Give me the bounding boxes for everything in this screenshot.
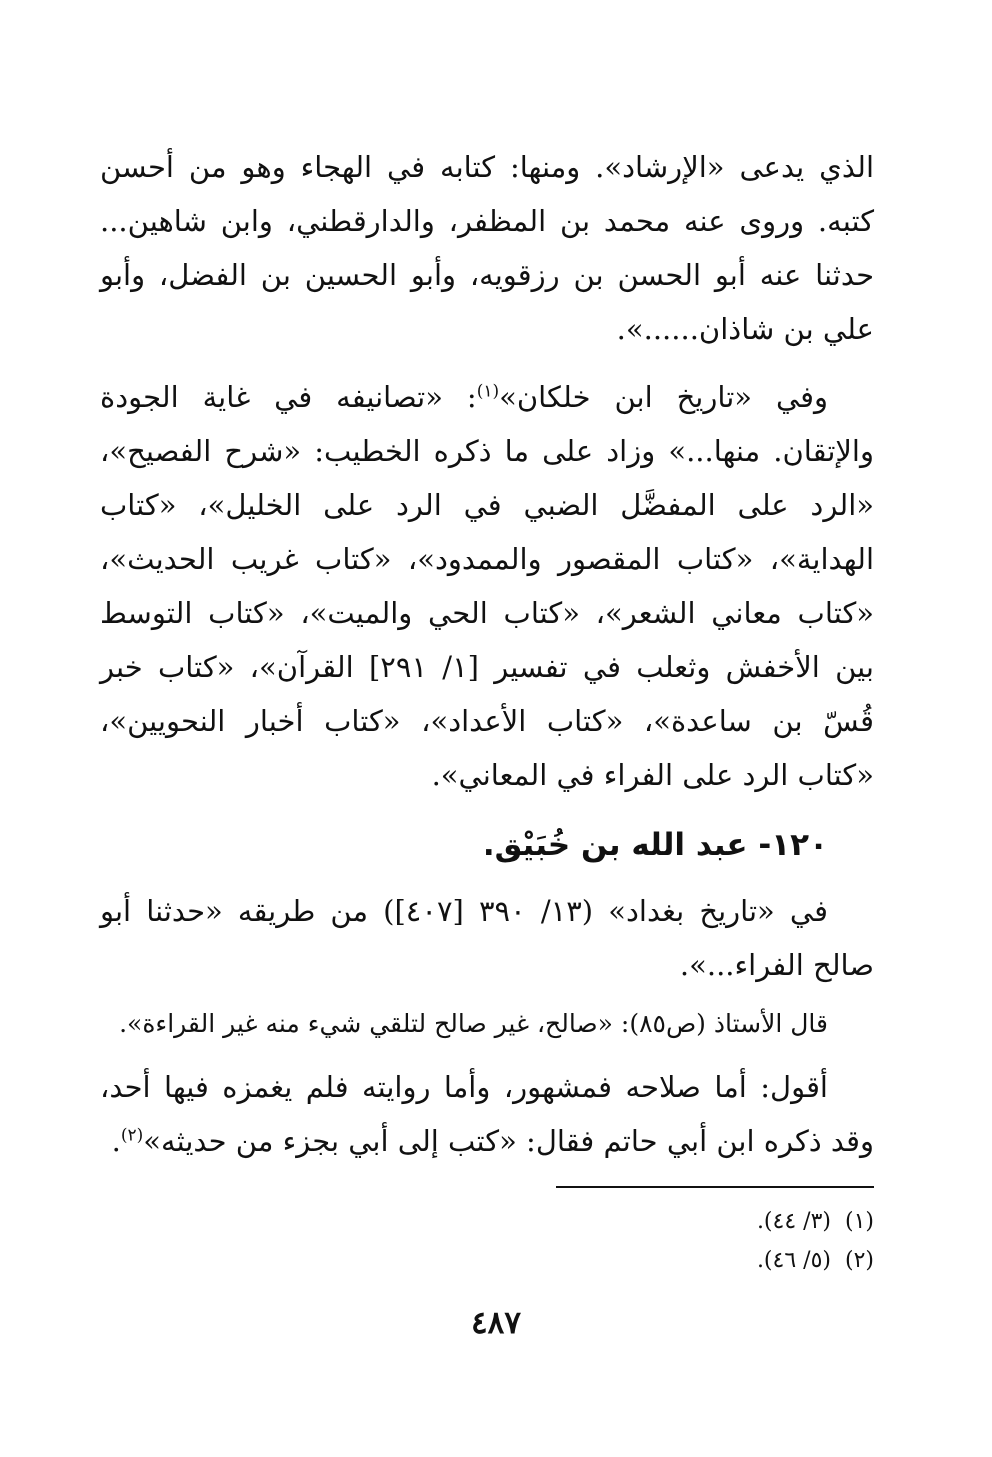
paragraph-2	[100, 370, 874, 802]
footnotes	[114, 1202, 874, 1280]
page-number: ٤٨٧	[471, 1305, 521, 1341]
footnote-2-text: (٥/ ٤٦).	[756, 1248, 831, 1273]
paragraph-5	[100, 1060, 874, 1168]
paragraph-2-text-rest: : «تصانيفه في غاية الجودة والإتقان. منها...» وزاد على ما ذكره الخطيب: «شرح الفصيح»، «الرد على المفضَّل الضبي في الرد على الخليل»، «كتاب الهداية»، «كتاب المقصور والممدود»، «كتاب غريب الحديث»، «كتاب معاني الشعر»، «كتاب الحي والميت»، «كتاب التوسط بين الأخفش وثعلب في تفسير [١/ ٢٩١] القرآن»، «كتاب خبر قُسّ بن ساعدة»، «كتاب الأعداد»، «كتاب أخبار النحويين»، «كتاب الرد على الفراء في المعاني».	[100, 380, 874, 792]
footnote-2	[114, 1241, 874, 1280]
footnote-ref-2: (٢)	[120, 1125, 144, 1146]
footnote-ref-1: (١)	[476, 381, 500, 402]
paragraph-5-text-end: .	[111, 1124, 121, 1158]
paragraph-5-text-start: أقول: أما صلاحه فمشهور، وأما روايته فلم يغمزه فيها أحد، وقد ذكره ابن أبي حاتم فقال: «كتب إلى أبي بجزء من حديثه»	[100, 1070, 874, 1158]
paragraph-3: في «تاريخ بغداد» (١٣/ ٣٩٠ [٤٠٧]) من طريقه «حدثنا أبو صالح الفراء...».	[100, 894, 874, 982]
paragraph-4: قال الأستاذ (ص٨٥): «صالح، غير صالح لتلقي شيء منه غير القراءة».	[119, 1009, 828, 1038]
footnote-separator	[556, 1186, 874, 1188]
paragraph-2-text-start: وفي «تاريخ ابن خلكان»	[499, 380, 828, 414]
paragraph-1: الذي يدعى «الإرشاد». ومنها: كتابه في الهجاء وهو من أحسن كتبه. وروى عنه محمد بن المظفر، والدارقطني، وابن شاهين... حدثنا عنه أبو الحسن بن رزقويه، وأبو الحسين بن الفضل، وأبو علي بن شاذان......».	[100, 150, 874, 346]
entry-heading: ١٢٠- عبد الله بن خُبَيْق.	[482, 827, 828, 863]
footnote-1	[114, 1202, 874, 1241]
footnote-2-number: (٢)	[844, 1248, 874, 1273]
footnote-1-text: (٣/ ٤٤).	[756, 1209, 831, 1234]
footnote-1-number: (١)	[844, 1209, 874, 1234]
